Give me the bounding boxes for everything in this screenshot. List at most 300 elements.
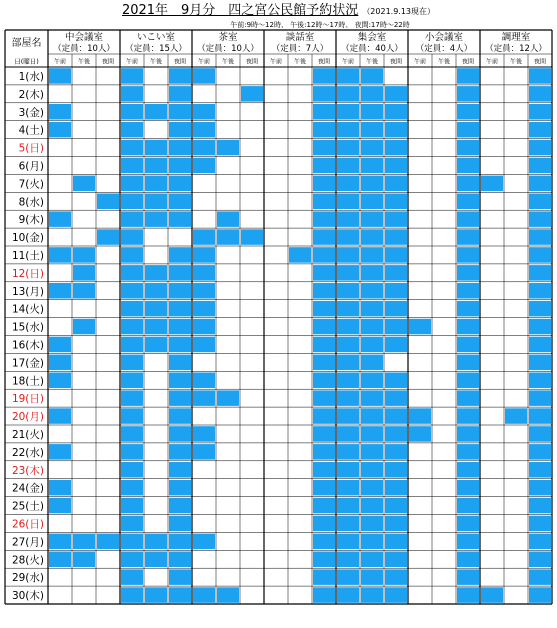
booked-cell: [97, 534, 119, 550]
room-capacity: （定員：7人）: [271, 44, 329, 54]
slot-label: 午後: [293, 58, 307, 66]
booked-cell: [385, 516, 407, 532]
booked-cell: [313, 301, 335, 317]
booked-cell: [385, 319, 407, 335]
day-label: 25(土): [11, 500, 44, 513]
booked-cell: [457, 229, 479, 245]
booked-cell: [337, 86, 359, 102]
booked-cell: [337, 373, 359, 389]
booked-cell: [145, 534, 167, 550]
booked-cell: [361, 301, 383, 317]
booked-cell: [313, 569, 335, 585]
booked-cell: [529, 534, 551, 550]
booked-cell: [505, 408, 527, 424]
booked-cell: [361, 247, 383, 263]
booked-cell: [97, 229, 119, 245]
booked-cell: [313, 552, 335, 568]
slot-label: 午前: [269, 58, 283, 66]
day-label: 18(土): [11, 375, 44, 388]
booked-cell: [337, 552, 359, 568]
booked-cell: [385, 122, 407, 137]
slot-label: 夜間: [173, 58, 187, 66]
booked-cell: [337, 516, 359, 532]
booked-cell: [361, 516, 383, 532]
booked-cell: [361, 86, 383, 102]
booked-cell: [97, 194, 119, 210]
booked-cell: [313, 534, 335, 550]
booked-cell: [337, 247, 359, 263]
booked-cell: [529, 104, 551, 120]
day-label: 8(水): [18, 196, 44, 209]
booked-cell: [457, 534, 479, 550]
day-label: 29(水): [11, 572, 44, 585]
booked-cell: [385, 301, 407, 317]
booked-cell: [145, 211, 167, 227]
booked-cell: [313, 390, 335, 406]
booked-cell: [217, 390, 239, 406]
booked-cell: [169, 176, 191, 192]
day-label: 13(月): [11, 285, 44, 298]
day-label: 9(木): [18, 214, 44, 227]
booked-cell: [73, 176, 95, 192]
booked-cell: [481, 176, 503, 192]
booked-cell: [529, 426, 551, 442]
booked-cell: [385, 104, 407, 120]
booked-cell: [193, 68, 215, 84]
booked-cell: [145, 587, 167, 603]
booked-cell: [337, 301, 359, 317]
booked-cell: [529, 355, 551, 371]
booked-cell: [385, 265, 407, 281]
day-label: 4(土): [18, 124, 44, 137]
booked-cell: [169, 265, 191, 281]
booked-cell: [121, 373, 143, 389]
room-name: 集会室: [357, 32, 387, 43]
booked-cell: [73, 283, 95, 299]
booked-cell: [313, 319, 335, 335]
booked-cell: [49, 211, 71, 227]
booked-cell: [361, 498, 383, 514]
slot-label: 午後: [365, 58, 379, 66]
booked-cell: [217, 229, 239, 245]
booked-cell: [49, 247, 71, 263]
booked-cell: [337, 337, 359, 353]
booked-cell: [409, 319, 431, 335]
booked-cell: [169, 122, 191, 137]
booked-cell: [121, 390, 143, 406]
slot-label: 午後: [437, 58, 451, 66]
slot-label: 午前: [197, 58, 211, 66]
booked-cell: [337, 283, 359, 299]
booked-cell: [145, 337, 167, 353]
booked-cell: [121, 498, 143, 514]
booked-cell: [121, 480, 143, 496]
booked-cell: [169, 462, 191, 478]
booked-cell: [121, 516, 143, 532]
booked-cell: [313, 587, 335, 603]
slot-label: 午前: [413, 58, 427, 66]
room-name: 談話室: [285, 32, 315, 43]
booked-cell: [385, 373, 407, 389]
room-capacity: （定員：10人）: [197, 44, 259, 54]
date-header: 日(曜日): [14, 57, 39, 66]
booked-cell: [193, 247, 215, 263]
slot-label: 午後: [509, 58, 523, 66]
booked-cell: [193, 104, 215, 120]
booked-cell: [385, 247, 407, 263]
booked-cell: [121, 158, 143, 174]
booked-cell: [337, 319, 359, 335]
booked-cell: [457, 462, 479, 478]
booked-cell: [49, 444, 71, 460]
booked-cell: [193, 229, 215, 245]
booked-cell: [73, 552, 95, 568]
booked-cell: [121, 247, 143, 263]
booked-cell: [145, 104, 167, 120]
booked-cell: [121, 462, 143, 478]
booked-cell: [49, 480, 71, 496]
as-of-date: （2021.9.13現在）: [362, 7, 436, 16]
booked-cell: [313, 158, 335, 174]
booked-cell: [337, 158, 359, 174]
booked-cell: [457, 498, 479, 514]
booked-cell: [313, 104, 335, 120]
room-name: 茶室: [218, 32, 238, 43]
booked-cell: [169, 68, 191, 84]
booked-cell: [337, 390, 359, 406]
booked-cell: [361, 373, 383, 389]
booked-cell: [193, 140, 215, 156]
booked-cell: [361, 390, 383, 406]
booked-cell: [457, 86, 479, 102]
booked-cell: [361, 444, 383, 460]
day-label: 1(水): [18, 70, 44, 83]
booked-cell: [169, 283, 191, 299]
booked-cell: [169, 516, 191, 532]
booked-cell: [145, 194, 167, 210]
booked-cell: [385, 426, 407, 442]
booked-cell: [169, 301, 191, 317]
booked-cell: [337, 444, 359, 460]
booked-cell: [169, 86, 191, 102]
slot-label: 夜間: [461, 58, 475, 66]
booked-cell: [145, 265, 167, 281]
booked-cell: [313, 426, 335, 442]
booked-cell: [121, 176, 143, 192]
booked-cell: [337, 462, 359, 478]
booked-cell: [457, 373, 479, 389]
booked-cell: [121, 265, 143, 281]
booked-cell: [121, 283, 143, 299]
booked-cell: [529, 283, 551, 299]
booked-cell: [193, 158, 215, 174]
booked-cell: [121, 426, 143, 442]
booked-cell: [361, 355, 383, 371]
hours-note: 午前:9時～12時、 午後:12時～17時、 夜間:17時～22時: [230, 21, 410, 29]
booked-cell: [385, 283, 407, 299]
booked-cell: [145, 319, 167, 335]
booked-cell: [49, 534, 71, 550]
booked-cell: [145, 176, 167, 192]
booked-cell: [529, 247, 551, 263]
booked-cell: [145, 301, 167, 317]
day-label: 27(月): [11, 536, 44, 549]
booked-cell: [313, 283, 335, 299]
booked-cell: [361, 480, 383, 496]
booked-cell: [529, 194, 551, 210]
booked-cell: [457, 122, 479, 137]
booked-cell: [337, 211, 359, 227]
booked-cell: [337, 176, 359, 192]
booked-cell: [529, 587, 551, 603]
booked-cell: [457, 140, 479, 156]
booked-cell: [457, 247, 479, 263]
booked-cell: [361, 337, 383, 353]
booked-cell: [49, 104, 71, 120]
booked-cell: [529, 337, 551, 353]
day-label: 20(月): [11, 411, 44, 424]
booked-cell: [457, 104, 479, 120]
booked-cell: [169, 211, 191, 227]
room-name: いこい室: [136, 32, 176, 43]
booked-cell: [337, 68, 359, 84]
booked-cell: [193, 337, 215, 353]
booked-cell: [337, 498, 359, 514]
booked-cell: [361, 229, 383, 245]
booked-cell: [529, 158, 551, 174]
booked-cell: [193, 283, 215, 299]
booked-cell: [217, 140, 239, 156]
booked-cell: [313, 176, 335, 192]
room-capacity: （定員：4人）: [415, 44, 473, 54]
booked-cell: [313, 337, 335, 353]
slot-label: 夜間: [245, 58, 259, 66]
booked-cell: [169, 140, 191, 156]
booked-cell: [217, 587, 239, 603]
booked-cell: [313, 373, 335, 389]
booked-cell: [145, 158, 167, 174]
booked-cell: [337, 426, 359, 442]
booked-cell: [337, 229, 359, 245]
booked-cell: [241, 86, 263, 102]
booked-cell: [193, 390, 215, 406]
day-label: 6(月): [18, 160, 44, 173]
booked-cell: [409, 426, 431, 442]
booked-cell: [169, 158, 191, 174]
booked-cell: [529, 462, 551, 478]
booked-cell: [385, 534, 407, 550]
day-label: 12(日): [11, 267, 44, 280]
day-label: 24(金): [11, 482, 44, 495]
booked-cell: [121, 211, 143, 227]
booked-cell: [337, 569, 359, 585]
booked-cell: [529, 319, 551, 335]
booked-cell: [337, 140, 359, 156]
booked-cell: [361, 408, 383, 424]
day-label: 10(金): [11, 232, 44, 245]
booked-cell: [361, 552, 383, 568]
booked-cell: [457, 355, 479, 371]
booked-cell: [121, 587, 143, 603]
booked-cell: [361, 569, 383, 585]
booked-cell: [49, 373, 71, 389]
booked-cell: [169, 247, 191, 263]
booked-cell: [121, 444, 143, 460]
booked-cell: [145, 140, 167, 156]
day-label: 26(日): [11, 518, 44, 531]
booked-cell: [241, 229, 263, 245]
slot-label: 午後: [149, 58, 163, 66]
booked-cell: [49, 355, 71, 371]
booked-cell: [169, 480, 191, 496]
booked-cell: [217, 211, 239, 227]
booked-cell: [337, 122, 359, 137]
booked-cell: [193, 301, 215, 317]
booked-cell: [193, 587, 215, 603]
booked-cell: [529, 408, 551, 424]
booked-cell: [337, 480, 359, 496]
booked-cell: [313, 194, 335, 210]
slot-label: 午前: [341, 58, 355, 66]
booked-cell: [409, 408, 431, 424]
booked-cell: [73, 247, 95, 263]
booked-cell: [361, 104, 383, 120]
room-capacity: （定員：40人）: [341, 44, 403, 54]
booked-cell: [385, 86, 407, 102]
booked-cell: [385, 229, 407, 245]
slot-label: 夜間: [101, 58, 115, 66]
day-label: 17(金): [11, 357, 44, 370]
booked-cell: [145, 283, 167, 299]
booked-cell: [193, 373, 215, 389]
room-name: 調理室: [501, 32, 531, 43]
booked-cell: [169, 390, 191, 406]
booked-cell: [529, 569, 551, 585]
room-capacity: （定員：10人）: [53, 44, 115, 54]
booked-cell: [529, 176, 551, 192]
booked-cell: [457, 337, 479, 353]
booked-cell: [49, 498, 71, 514]
booked-cell: [169, 534, 191, 550]
booked-cell: [361, 176, 383, 192]
day-label: 3(金): [18, 106, 44, 119]
booked-cell: [361, 140, 383, 156]
booked-cell: [313, 229, 335, 245]
booked-cell: [529, 498, 551, 514]
booked-cell: [457, 319, 479, 335]
booked-cell: [145, 552, 167, 568]
booked-cell: [49, 552, 71, 568]
booked-cell: [529, 122, 551, 137]
booked-cell: [457, 158, 479, 174]
booked-cell: [361, 587, 383, 603]
day-label: 19(日): [11, 393, 44, 406]
booked-cell: [529, 516, 551, 532]
booked-cell: [193, 122, 215, 137]
day-label: 5(日): [18, 142, 44, 155]
booked-cell: [121, 337, 143, 353]
booked-cell: [193, 426, 215, 442]
booked-cell: [361, 194, 383, 210]
booked-cell: [457, 480, 479, 496]
booked-cell: [337, 355, 359, 371]
title-text: 2021年 9月分 四之宮公民館予約状況: [121, 3, 359, 18]
booked-cell: [313, 462, 335, 478]
booked-cell: [361, 68, 383, 84]
day-label: 23(木): [11, 464, 44, 477]
booked-cell: [457, 444, 479, 460]
day-label: 22(水): [11, 446, 44, 459]
booked-cell: [193, 534, 215, 550]
booked-cell: [313, 86, 335, 102]
slot-label: 夜間: [533, 58, 547, 66]
booked-cell: [169, 319, 191, 335]
booked-cell: [529, 444, 551, 460]
slot-label: 午前: [53, 58, 67, 66]
booked-cell: [529, 552, 551, 568]
booked-cell: [457, 552, 479, 568]
booked-cell: [529, 390, 551, 406]
day-label: 7(火): [18, 178, 44, 191]
room-name: 小会議室: [424, 32, 464, 43]
booked-cell: [457, 426, 479, 442]
booked-cell: [49, 283, 71, 299]
booked-cell: [313, 122, 335, 137]
booked-cell: [169, 569, 191, 585]
booked-cell: [313, 140, 335, 156]
booked-cell: [457, 569, 479, 585]
booked-cell: [457, 301, 479, 317]
booked-cell: [457, 211, 479, 227]
booked-cell: [457, 176, 479, 192]
booked-cell: [121, 552, 143, 568]
booked-cell: [49, 408, 71, 424]
booked-cell: [529, 211, 551, 227]
booked-cell: [49, 337, 71, 353]
booked-cell: [121, 104, 143, 120]
booked-cell: [313, 480, 335, 496]
booked-cell: [193, 444, 215, 460]
booked-cell: [529, 301, 551, 317]
booked-cell: [529, 229, 551, 245]
booked-cell: [337, 534, 359, 550]
booked-cell: [385, 194, 407, 210]
corner-label: 部屋名: [11, 38, 42, 49]
booked-cell: [169, 426, 191, 442]
booked-cell: [121, 194, 143, 210]
booked-cell: [121, 319, 143, 335]
booked-cell: [481, 587, 503, 603]
day-label: 11(土): [11, 249, 44, 262]
booked-cell: [169, 498, 191, 514]
day-label: 30(木): [11, 590, 44, 603]
booked-cell: [121, 569, 143, 585]
room-capacity: （定員：15人）: [125, 44, 187, 54]
booked-cell: [385, 552, 407, 568]
booked-cell: [121, 534, 143, 550]
booked-cell: [385, 462, 407, 478]
booked-cell: [337, 194, 359, 210]
day-label: 28(火): [11, 554, 44, 567]
booked-cell: [313, 355, 335, 371]
booked-cell: [337, 408, 359, 424]
booked-cell: [385, 587, 407, 603]
day-label: 2(木): [18, 88, 44, 101]
booked-cell: [385, 337, 407, 353]
booked-cell: [457, 68, 479, 84]
booked-cell: [457, 283, 479, 299]
slot-label: 夜間: [389, 58, 403, 66]
